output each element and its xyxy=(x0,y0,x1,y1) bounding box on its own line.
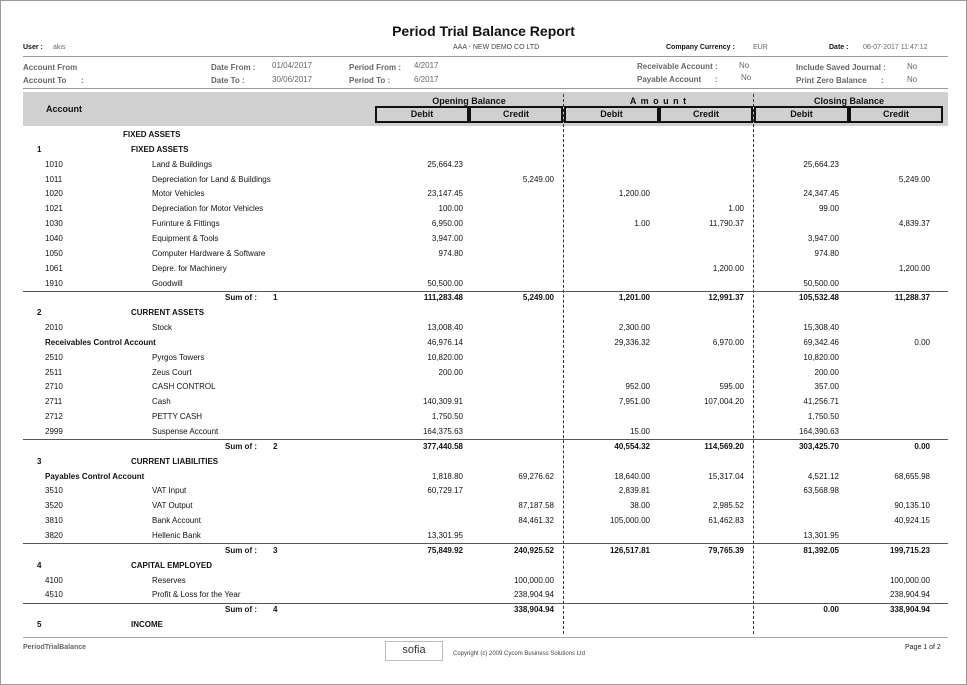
subtotal-row xyxy=(23,291,948,305)
account-name: Land & Buildings xyxy=(152,159,213,169)
amount-cell: 164,390.63 xyxy=(798,427,839,436)
amount-cell: 111,283.48 xyxy=(423,293,463,303)
report-id: PeriodTrialBalance xyxy=(23,644,87,651)
account-row xyxy=(23,277,948,291)
section-heading-row xyxy=(23,559,948,573)
opening-debit-header: Debit xyxy=(375,106,469,123)
amount-cell: 974.80 xyxy=(814,248,839,258)
account-code: 4100 xyxy=(45,575,63,585)
account-name: Equipment & Tools xyxy=(152,233,219,243)
amount-cell: 38.00 xyxy=(629,501,650,511)
page-number: Page 1 of 2 xyxy=(905,644,941,651)
amount-cell: 10,820.00 xyxy=(427,352,463,362)
amount-cell: 41,256.71 xyxy=(803,397,839,407)
amount-cell: 25,664.23 xyxy=(803,159,839,169)
amount-cell: 1,200.00 xyxy=(618,189,650,199)
amount-cell: 5,249.00 xyxy=(522,293,554,303)
account-code: 1010 xyxy=(45,159,63,169)
amount-cell: 105,532.48 xyxy=(798,293,839,303)
section-heading-row xyxy=(23,618,948,632)
amount-cell: 23,147.45 xyxy=(427,189,463,199)
account-name: Hellenic Bank xyxy=(152,530,201,540)
amount-cell: 140,309.91 xyxy=(422,397,463,407)
control-account-name: Payables Control Account xyxy=(45,471,145,481)
amount-cell: 2,300.00 xyxy=(618,323,650,333)
section-code: 3 xyxy=(37,456,42,466)
period-from-value: 4/2017 xyxy=(414,61,439,70)
account-code: 2010 xyxy=(45,323,63,333)
amount-cell: 90,135.10 xyxy=(894,501,930,511)
payable-label: Payable Account xyxy=(637,75,702,84)
account-row xyxy=(23,351,948,365)
control-account-row xyxy=(23,470,948,484)
subtotal-row xyxy=(23,603,948,617)
account-code: 2711 xyxy=(45,397,63,407)
amount-cell: 75,849.92 xyxy=(427,545,463,555)
zero-balance-colon: : xyxy=(881,76,884,85)
account-row xyxy=(23,514,948,528)
subtotal-code: 2 xyxy=(273,441,278,451)
account-name: Depreciation for Motor Vehicles xyxy=(152,204,264,214)
date-from-value: 01/04/2017 xyxy=(272,61,313,70)
amount-cell: 11,288.37 xyxy=(894,293,930,303)
account-code: 1021 xyxy=(45,204,63,214)
saved-journal-label: Include Saved Journal : xyxy=(796,63,886,72)
account-name: Furinture & Fittings xyxy=(152,219,220,229)
section-name: CURRENT LIABILITIES xyxy=(131,456,219,466)
amount-cell: 6,950.00 xyxy=(431,219,463,229)
amount-cell: 50,500.00 xyxy=(803,278,839,288)
closing-debit-header: Debit xyxy=(754,106,849,123)
account-row xyxy=(23,187,948,201)
account-row xyxy=(23,217,948,231)
subtotal-label: Sum of : xyxy=(225,545,257,555)
amount-cell: 40,554.32 xyxy=(614,441,650,451)
amount-debit-header: Debit xyxy=(564,106,659,123)
zero-balance-label: Print Zero Balance xyxy=(796,76,867,85)
account-code: 3820 xyxy=(45,530,63,540)
amount-cell: 338,904.94 xyxy=(889,605,930,615)
amount-cell: 99.00 xyxy=(818,204,839,214)
account-code: 1040 xyxy=(45,233,63,243)
amount-cell: 7,951.00 xyxy=(618,397,650,407)
section-heading-row xyxy=(23,143,948,157)
amount-cell: 18,640.00 xyxy=(614,471,650,481)
subtotal-row xyxy=(23,440,948,454)
account-name: Computer Hardware & Software xyxy=(152,248,266,258)
amount-cell: 3,947.00 xyxy=(431,233,463,243)
account-name: Pyrgos Towers xyxy=(152,352,205,362)
header-divider xyxy=(23,56,948,57)
account-row xyxy=(23,202,948,216)
subtotal-code: 4 xyxy=(273,605,278,615)
subtotal-label: Sum of : xyxy=(225,293,257,303)
report-title: Period Trial Balance Report xyxy=(392,23,575,39)
amount-cell: 46,976.14 xyxy=(427,337,463,347)
amount-cell: 1.00 xyxy=(728,204,744,214)
amount-cell: 126,517.81 xyxy=(609,545,650,555)
account-name: Bank Account xyxy=(152,516,201,526)
account-code: 1061 xyxy=(45,263,63,273)
filter-divider xyxy=(23,88,948,89)
amount-cell: 4,839.37 xyxy=(898,219,930,229)
receivable-value: No xyxy=(739,61,750,70)
amount-cell: 238,904.94 xyxy=(889,590,930,600)
account-row xyxy=(23,484,948,498)
date-label: Date : xyxy=(829,44,849,51)
account-row xyxy=(23,588,948,602)
amount-cell: 13,301.95 xyxy=(427,530,463,540)
account-code: 1050 xyxy=(45,248,63,258)
amount-cell: 6,970.00 xyxy=(712,337,744,347)
amount-cell: 1,200.00 xyxy=(712,263,744,273)
account-row xyxy=(23,574,948,588)
control-account-row xyxy=(23,336,948,350)
account-from-label: Account From xyxy=(23,63,78,72)
account-name: VAT Output xyxy=(152,501,193,511)
date-to-label: Date To : xyxy=(211,76,245,85)
amount-cell: 357.00 xyxy=(814,382,839,392)
subtotal-label: Sum of : xyxy=(225,441,257,451)
account-to-label: Account To xyxy=(23,76,67,85)
account-name: Profit & Loss for the Year xyxy=(152,590,241,600)
amount-cell: 12,991.37 xyxy=(708,293,744,303)
account-column-header: Account xyxy=(46,104,82,114)
period-to-label: Period To : xyxy=(349,76,391,85)
subtotal-label: Sum of : xyxy=(225,605,257,615)
opening-credit-header: Credit xyxy=(469,106,563,123)
amount-cell: 29,336.32 xyxy=(614,337,650,347)
amount-cell: 1.00 xyxy=(634,219,650,229)
amount-cell: 303,425.70 xyxy=(798,441,839,451)
account-code: 1011 xyxy=(45,174,63,184)
amount-cell: 200.00 xyxy=(438,367,463,377)
account-name: Depreciation for Land & Buildings xyxy=(152,174,271,184)
amount-cell: 238,904.94 xyxy=(513,590,554,600)
account-name: Reserves xyxy=(152,575,186,585)
group-heading-row xyxy=(23,128,948,142)
saved-journal-value: No xyxy=(907,62,918,71)
account-name: Depre. for Machinery xyxy=(152,263,227,273)
account-row xyxy=(23,321,948,335)
amount-credit-header: Credit xyxy=(659,106,753,123)
period-to-value: 6/2017 xyxy=(414,75,439,84)
date-to-value: 30/06/2017 xyxy=(272,75,313,84)
amount-cell: 10,820.00 xyxy=(803,352,839,362)
amount-cell: 338,904.94 xyxy=(513,605,554,615)
account-name: PETTY CASH xyxy=(152,412,203,422)
amount-cell: 40,924.15 xyxy=(894,516,930,526)
account-name: VAT Input xyxy=(152,486,187,496)
amount-cell: 5,249.00 xyxy=(522,174,554,184)
account-code: 2712 xyxy=(45,412,63,422)
amount-cell: 13,008.40 xyxy=(427,323,463,333)
account-code: 2510 xyxy=(45,352,63,362)
account-row xyxy=(23,425,948,439)
account-name: Motor Vehicles xyxy=(152,189,205,199)
amount-cell: 63,568.98 xyxy=(803,486,839,496)
account-name: Goodwill xyxy=(152,278,183,288)
account-row xyxy=(23,395,948,409)
amount-cell: 199,715.23 xyxy=(889,545,930,555)
subtotal-row xyxy=(23,544,948,558)
amount-cell: 11,790.37 xyxy=(709,219,744,229)
account-code: 1020 xyxy=(45,189,63,199)
currency-label: Company Currency : xyxy=(666,44,735,51)
opening-balance-header: Opening Balance xyxy=(432,96,506,106)
receivable-label: Receivable Account : xyxy=(637,62,718,71)
amount-header: A m o u n t xyxy=(629,96,688,106)
amount-cell: 100,000.00 xyxy=(889,575,930,585)
account-code: 2511 xyxy=(45,367,63,377)
amount-cell: 377,440.58 xyxy=(422,441,463,451)
amount-cell: 84,461.32 xyxy=(518,516,554,526)
amount-cell: 50,500.00 xyxy=(427,278,463,288)
payable-colon: : xyxy=(715,75,718,84)
amount-cell: 5,249.00 xyxy=(898,174,930,184)
amount-cell: 164,375.63 xyxy=(422,427,463,436)
amount-cell: 974.80 xyxy=(438,248,463,258)
period-from-label: Period From : xyxy=(349,63,402,72)
copyright: Copyright (c) 2009 Cycom Business Solutions Ltd xyxy=(453,651,586,657)
amount-cell: 107,004.20 xyxy=(703,397,744,407)
account-row xyxy=(23,499,948,513)
date-from-label: Date From : xyxy=(211,63,256,72)
amount-cell: 69,276.62 xyxy=(518,471,554,481)
account-row xyxy=(23,529,948,543)
amount-cell: 25,664.23 xyxy=(427,159,463,169)
account-code: 2999 xyxy=(45,427,63,436)
account-code: 3510 xyxy=(45,486,63,496)
section-heading-row xyxy=(23,455,948,469)
closing-balance-header: Closing Balance xyxy=(813,96,885,106)
account-to-colon: : xyxy=(81,76,84,85)
section-name: CAPITAL EMPLOYED xyxy=(131,560,213,570)
amount-cell: 952.00 xyxy=(625,382,650,392)
amount-cell: 4,521.12 xyxy=(807,471,839,481)
currency-value: EUR xyxy=(753,44,768,51)
amount-cell: 0.00 xyxy=(823,605,839,615)
amount-cell: 15.00 xyxy=(629,427,650,436)
section-name: INCOME xyxy=(131,620,163,630)
account-row xyxy=(23,158,948,172)
group-heading: FIXED ASSETS xyxy=(123,130,181,139)
amount-cell: 1,750.50 xyxy=(807,412,839,422)
control-account-name: Receivables Control Account xyxy=(45,337,156,347)
account-name: Stock xyxy=(152,323,173,333)
amount-cell: 2,839.81 xyxy=(618,486,650,496)
account-name: Suspense Account xyxy=(152,427,219,436)
amount-cell: 1,818.80 xyxy=(431,471,463,481)
account-row xyxy=(23,366,948,380)
amount-cell: 60,729.17 xyxy=(427,486,463,496)
sofia-logo: sofia xyxy=(385,641,443,661)
amount-cell: 69,342.46 xyxy=(803,337,839,347)
user-label: User : xyxy=(23,44,43,51)
account-name: CASH CONTROL xyxy=(152,382,216,392)
subtotal-code: 3 xyxy=(273,545,278,555)
section-code: 4 xyxy=(37,560,42,570)
account-code: 4510 xyxy=(45,590,63,600)
amount-cell: 79,765.39 xyxy=(708,545,744,555)
section-name: CURRENT ASSETS xyxy=(131,308,205,318)
account-row xyxy=(23,262,948,276)
section-heading-row xyxy=(23,306,948,320)
account-code: 2710 xyxy=(45,382,63,392)
account-row xyxy=(23,410,948,424)
account-name: Cash xyxy=(152,397,171,407)
account-code: 3810 xyxy=(45,516,63,526)
amount-cell: 0.00 xyxy=(914,337,930,347)
amount-cell: 100,000.00 xyxy=(513,575,554,585)
account-name: Zeus Court xyxy=(152,367,192,377)
amount-cell: 240,925.52 xyxy=(513,545,554,555)
account-row xyxy=(23,173,948,187)
date-value: 06-07-2017 11:47:12 xyxy=(863,44,928,51)
account-row xyxy=(23,380,948,394)
account-row xyxy=(23,247,948,261)
amount-cell: 3,947.00 xyxy=(807,233,839,243)
footer-divider xyxy=(23,637,948,638)
section-name: FIXED ASSETS xyxy=(131,144,189,154)
amount-cell: 87,187.58 xyxy=(518,501,554,511)
amount-cell: 200.00 xyxy=(814,367,839,377)
account-code: 3520 xyxy=(45,501,63,511)
section-code: 2 xyxy=(37,308,42,318)
amount-cell: 68,655.98 xyxy=(894,471,930,481)
amount-cell: 15,317.04 xyxy=(708,471,744,481)
amount-cell: 595.00 xyxy=(719,382,744,392)
amount-cell: 1,201.00 xyxy=(618,293,650,303)
amount-cell: 100.00 xyxy=(438,204,463,214)
user-value: akis xyxy=(53,44,66,51)
amount-cell: 105,000.00 xyxy=(609,516,650,526)
section-code: 5 xyxy=(37,620,42,630)
amount-cell: 81,392.05 xyxy=(803,545,839,555)
account-code: 1910 xyxy=(45,278,63,288)
amount-cell: 1,750.50 xyxy=(431,412,463,422)
company-name: AAA - NEW DEMO CO LTD xyxy=(453,44,540,51)
subtotal-code: 1 xyxy=(273,293,278,303)
amount-cell: 0.00 xyxy=(914,441,930,451)
amount-cell: 15,308.40 xyxy=(803,323,839,333)
amount-cell: 61,462.83 xyxy=(708,516,744,526)
amount-cell: 1,200.00 xyxy=(898,263,930,273)
payable-value: No xyxy=(741,73,752,82)
account-row xyxy=(23,232,948,246)
account-code: 1030 xyxy=(45,219,63,229)
amount-cell: 114,569.20 xyxy=(704,441,744,451)
section-code: 1 xyxy=(37,144,42,154)
closing-credit-header: Credit xyxy=(849,106,943,123)
zero-balance-value: No xyxy=(907,75,918,84)
amount-cell: 13,301.95 xyxy=(803,530,839,540)
amount-cell: 24,347.45 xyxy=(803,189,839,199)
amount-cell: 2,985.52 xyxy=(712,501,744,511)
